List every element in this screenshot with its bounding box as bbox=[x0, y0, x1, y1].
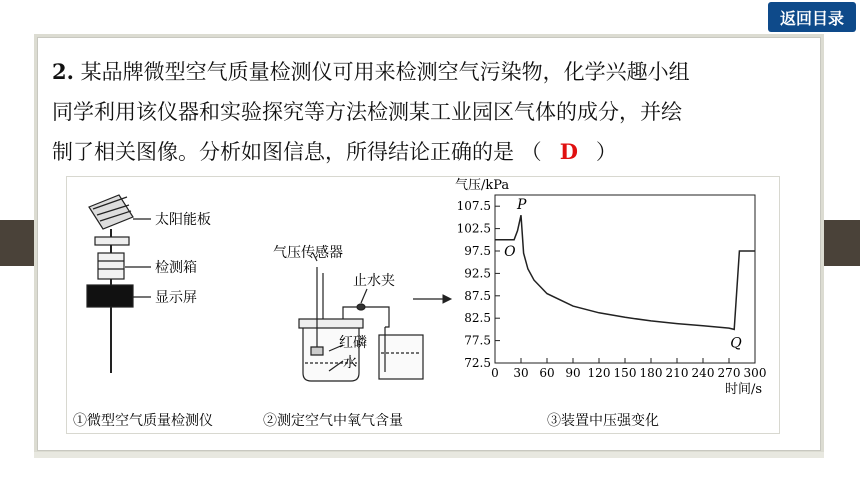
water-clamp-icon bbox=[357, 304, 365, 310]
question-text bbox=[52, 52, 822, 172]
x-tick-label: 150 bbox=[613, 366, 637, 380]
x-tick-label: 60 bbox=[539, 366, 555, 380]
y-tick-label: 97.5 bbox=[464, 244, 491, 258]
red-phosphorus-label: 红磷 bbox=[339, 335, 367, 351]
air-quality-monitor bbox=[87, 195, 151, 373]
x-tick-label: 180 bbox=[639, 366, 663, 380]
question-line-1-text: 某品牌微型空气质量检测仪可用来检测空气污染物，化学兴趣小组 bbox=[80, 60, 690, 84]
y-axis-label: 气压/kPa bbox=[455, 178, 510, 193]
x-tick-label: 240 bbox=[691, 366, 715, 380]
pressure-sensor-label: 气压传感器 bbox=[273, 245, 343, 261]
x-tick-label: 210 bbox=[665, 366, 689, 380]
y-tick-label: 77.5 bbox=[464, 333, 491, 348]
x-tick-label: 30 bbox=[513, 366, 529, 380]
water-label: 水 bbox=[343, 355, 357, 371]
y-tick-label: 107.5 bbox=[456, 199, 491, 214]
caption-2: ②测定空气中氧气含量 bbox=[263, 413, 403, 429]
x-tick-label: 90 bbox=[565, 366, 581, 380]
solar-panel-label: 太阳能板 bbox=[155, 212, 211, 228]
detector-box-icon bbox=[98, 253, 124, 279]
x-tick-label: 120 bbox=[587, 366, 611, 380]
stopper-icon bbox=[299, 319, 363, 328]
figure-panel bbox=[66, 176, 780, 434]
point-label-q: Q bbox=[730, 335, 742, 352]
sensor-cap-icon bbox=[95, 237, 129, 245]
detector-box-label: 检测箱 bbox=[155, 260, 197, 276]
display-label: 显示屏 bbox=[155, 290, 197, 306]
phosphorus-spoon-icon bbox=[311, 347, 323, 355]
y-tick-label: 102.5 bbox=[456, 221, 491, 236]
x-tick-label: 0 bbox=[491, 366, 499, 380]
caption-1: ①微型空气质量检测仪 bbox=[73, 413, 213, 429]
return-to-contents-button[interactable]: 返回目录 bbox=[768, 2, 856, 32]
y-tick-label: 92.5 bbox=[464, 266, 491, 281]
leader-line bbox=[361, 289, 367, 303]
arrow-icon bbox=[413, 295, 451, 303]
y-tick-label: 87.5 bbox=[464, 288, 491, 303]
question-line-3 bbox=[52, 132, 822, 172]
question-line-3-text: 制了相关图像。分析如图信息，所得结论正确的是 （ bbox=[52, 140, 542, 164]
caption-3: ③装置中压强变化 bbox=[547, 413, 659, 429]
frame-shadow bbox=[34, 452, 824, 458]
question-line-1 bbox=[52, 52, 822, 92]
answer-choice: D bbox=[559, 139, 578, 164]
y-tick-label: 82.5 bbox=[464, 311, 491, 326]
x-axis-label: 时间/s bbox=[725, 382, 763, 397]
pressure-chart bbox=[455, 178, 766, 397]
x-tick-label: 300 bbox=[743, 366, 767, 380]
point-label-o: O bbox=[504, 243, 516, 260]
x-tick-label: 270 bbox=[717, 366, 741, 380]
pressure-series-line bbox=[495, 215, 755, 329]
display-screen-icon bbox=[87, 285, 133, 307]
question-number: 2. bbox=[52, 59, 74, 84]
question-line-2: 同学利用该仪器和实验探究等方法检测某工业园区气体的成分，并绘 bbox=[52, 100, 682, 124]
y-tick-label: 72.5 bbox=[464, 356, 491, 370]
closing-paren: ） bbox=[595, 140, 617, 164]
point-label-p: P bbox=[517, 197, 527, 214]
water-clamp-label: 止水夹 bbox=[353, 273, 395, 289]
figure-svg bbox=[67, 177, 781, 435]
